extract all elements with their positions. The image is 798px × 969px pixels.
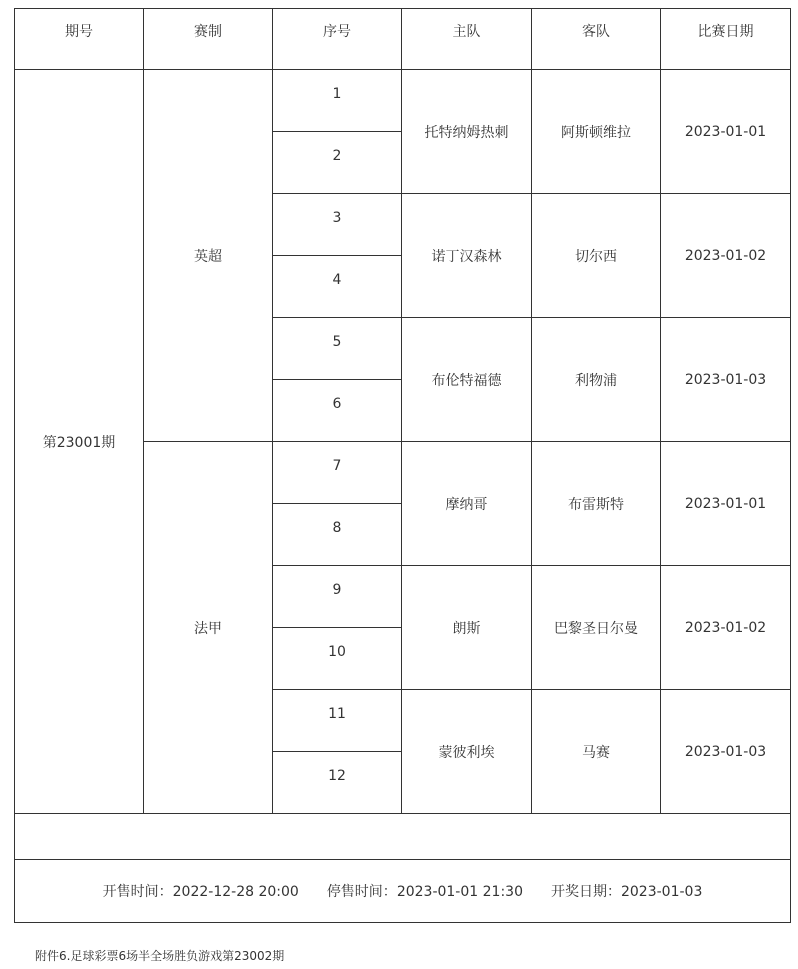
period-cell: 第23001期	[15, 70, 144, 814]
away-team-cell: 巴黎圣日尔曼	[532, 566, 661, 690]
sale-start-label: 开售时间：	[102, 884, 173, 900]
header-seq: 序号	[273, 9, 402, 70]
header-home: 主队	[402, 9, 532, 70]
table-row	[15, 70, 791, 132]
match-date-cell: 2023-01-03	[661, 690, 791, 814]
draw-date-label: 开奖日期：	[550, 884, 621, 900]
draw-date-value: 2023-01-03	[620, 884, 703, 900]
away-team-cell: 利物浦	[532, 318, 661, 442]
sale-info	[103, 881, 703, 901]
empty-cell	[15, 814, 791, 860]
header-format: 赛制	[144, 9, 273, 70]
seq-cell: 10	[273, 628, 402, 690]
match-date-cell: 2023-01-03	[661, 318, 791, 442]
home-team-cell: 托特纳姆热刺	[402, 70, 532, 194]
schedule-table	[14, 8, 791, 923]
seq-cell: 1	[273, 70, 402, 132]
header-date: 比赛日期	[661, 9, 791, 70]
home-team-cell: 诺丁汉森林	[402, 194, 532, 318]
sale-stop-value: 2023-01-01 21:30	[396, 884, 523, 900]
seq-cell: 9	[273, 566, 402, 628]
seq-cell: 8	[273, 504, 402, 566]
league-cell: 英超	[144, 70, 273, 442]
away-team-cell: 切尔西	[532, 194, 661, 318]
match-date-cell: 2023-01-01	[661, 442, 791, 566]
home-team-cell: 布伦特福德	[402, 318, 532, 442]
footer-row	[15, 860, 791, 923]
away-team-cell: 阿斯顿维拉	[532, 70, 661, 194]
match-date-cell: 2023-01-01	[661, 70, 791, 194]
sale-start-value: 2022-12-28 20:00	[172, 884, 299, 900]
away-team-cell: 马赛	[532, 690, 661, 814]
seq-cell: 12	[273, 752, 402, 814]
empty-row	[15, 814, 791, 860]
seq-cell: 6	[273, 380, 402, 442]
seq-cell: 11	[273, 690, 402, 752]
seq-cell: 3	[273, 194, 402, 256]
seq-cell: 2	[273, 132, 402, 194]
header-row	[15, 9, 791, 70]
seq-cell: 5	[273, 318, 402, 380]
attachment-caption: 附件6.足球彩票6场半全场胜负游戏第23002期	[35, 949, 285, 963]
seq-cell: 7	[273, 442, 402, 504]
away-team-cell: 布雷斯特	[532, 442, 661, 566]
header-period: 期号	[15, 9, 144, 70]
sale-stop-label: 停售时间：	[326, 884, 397, 900]
home-team-cell: 蒙彼利埃	[402, 690, 532, 814]
match-date-cell: 2023-01-02	[661, 566, 791, 690]
footer-cell	[15, 860, 791, 923]
seq-cell: 4	[273, 256, 402, 318]
home-team-cell: 摩纳哥	[402, 442, 532, 566]
home-team-cell: 朗斯	[402, 566, 532, 690]
league-cell: 法甲	[144, 442, 273, 814]
match-date-cell: 2023-01-02	[661, 194, 791, 318]
header-away: 客队	[532, 9, 661, 70]
